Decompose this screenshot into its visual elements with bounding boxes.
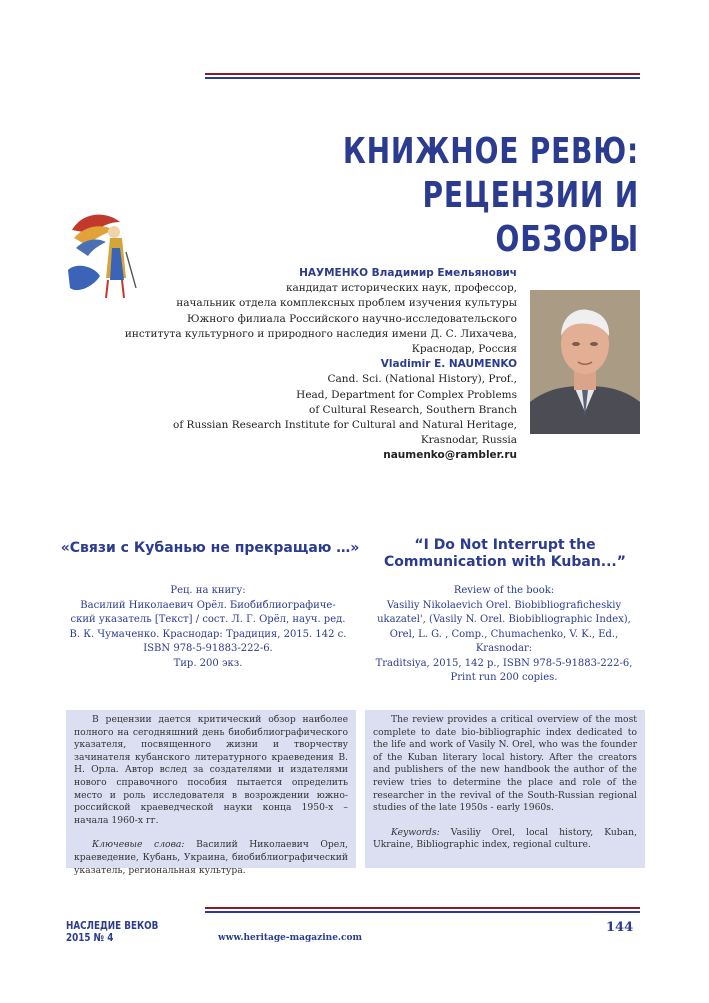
top-rule-red: [205, 73, 640, 75]
author-ru-line: Южного филиала Российского научно-исследовательского: [187, 312, 517, 325]
magazine-logo-title: НАСЛЕДИЕ ВЕКОВ: [66, 919, 159, 932]
ref-en-line: Print run 200 copies.: [450, 672, 558, 683]
author-ru-line: Краснодар, Россия: [411, 343, 517, 356]
article-title-ru: «Связи с Кубанью не прекращаю …»: [60, 540, 360, 556]
author-block: [97, 266, 517, 464]
top-rule-blue: [205, 77, 640, 79]
author-en-line: of Russian Research Institute for Cultural and Natural Heritage,: [173, 419, 517, 432]
ref-en-line: Vasiliy Nikolaevich Orel. Biobibliograficheskiy: [386, 599, 622, 611]
abstract-ru-text: В рецензии дается критический обзор наиболее полного на сегодняшний день биобиблиографического указателя, посвященного жизни и творчеству зачинателя кубанского литературного краеведения В. Н. Орла. Автор вслед за создателями и издателями нового справочного пособия пытается определить место и роль исследователя в возрождении южно-российской краеведческой науки конца 1950-х – начала 1960-х гг.: [74, 714, 348, 826]
magazine-logo: [66, 920, 158, 944]
keywords-en-label: Keywords:: [391, 826, 440, 838]
author-name-en: Vladimir E. NAUMENKO: [380, 358, 517, 371]
footer-rule-red: [205, 907, 640, 909]
keywords-ru-label: Ключевые слова:: [92, 839, 185, 851]
page-number: 144: [606, 920, 634, 935]
abstract-en-text: The review provides a critical overview of the most complete to date bio-bibliographic index dedicated to the life and work of Vasily N. Orel, who was the founder of the Kuban literary local history. After the creators and publishers of the new handbook the author of the review tries to determine the place and role of the researcher in the revival of the South-Russian regional studies of the late 1950s - early 1960s.: [373, 714, 637, 814]
author-en-line: Krasnodar, Russia: [420, 434, 517, 447]
footer-rule-blue: [205, 911, 640, 913]
ref-en-line: Orel, L. G. , Comp., Chumachenko, V. K., Ed., Krasnodar:: [389, 628, 619, 654]
ref-en-line: Review of the book:: [453, 585, 555, 596]
ref-ru-line: ISBN 978-5-91883-222-6.: [143, 643, 273, 654]
author-en-line: Head, Department for Complex Problems: [296, 388, 517, 401]
keywords-en-text: Vasiliy Orel, local history, Kuban, Ukraine, Bibliographic index, regional culture.: [373, 826, 638, 851]
ref-ru-line: Тир. 200 экз.: [173, 657, 243, 669]
ref-en-line: Traditsiya, 2015, 142 p., ISBN 978-5-91883-222-6,: [375, 657, 633, 669]
ref-ru-line: В. К. Чумаченко. Краснодар: Традиция, 2015. 142 с.: [69, 628, 347, 640]
ref-ru-line: ский указатель [Текст] / сост. Л. Г. Орёл, науч. ред.: [70, 614, 346, 625]
article-title-en-line2: Communication with Kuban...”: [384, 554, 626, 570]
section-title-line2: РЕЦЕНЗИИ И ОБЗОРЫ: [422, 175, 639, 260]
abstract-en: [365, 710, 645, 868]
author-en-line: of Cultural Research, Southern Branch: [309, 403, 517, 416]
abstract-ru: [66, 710, 356, 876]
keywords-ru: [74, 839, 348, 877]
ref-ru-line: Василий Николаевич Орёл. Биобиблиографиче-: [80, 599, 336, 611]
section-title-line1: КНИЖНОЕ РЕВЮ:: [342, 131, 639, 172]
magazine-logo-issue: 2015 № 4: [66, 931, 114, 944]
keywords-ru-text: Василий Николаевич Орел, краеведение, Кубань, Украина, биобиблиографический указатель, региональная культура.: [74, 839, 349, 876]
author-name-ru: НАУМЕНКО Владимир Емельянович: [299, 267, 517, 279]
ref-en-line: ukazatel', (Vasily N. Orel. Biobibliographic Index),: [377, 614, 631, 625]
section-title: [311, 130, 639, 262]
article-title-en-line1: “I Do Not Interrupt the: [414, 537, 596, 553]
author-portrait-photo: [530, 290, 640, 434]
author-ru-line: кандидат исторических наук, профессор,: [285, 282, 517, 295]
author-en-line: Cand. Sci. (National History), Prof.,: [327, 373, 517, 386]
magazine-url-link[interactable]: www.heritage-magazine.com: [218, 933, 363, 943]
keywords-en: [373, 827, 637, 852]
author-email[interactable]: naumenko@rambler.ru: [383, 449, 517, 462]
ref-ru-line: Рец. на книгу:: [170, 585, 246, 596]
author-ru-line: начальник отдела комплексных проблем изучения культуры: [176, 297, 517, 310]
author-ru-line: института культурного и природного наследия имени Д. С. Лихачева,: [124, 327, 517, 340]
book-reference-ru: [60, 584, 356, 671]
article-title-en: [370, 537, 640, 571]
book-reference-en: [362, 584, 646, 686]
